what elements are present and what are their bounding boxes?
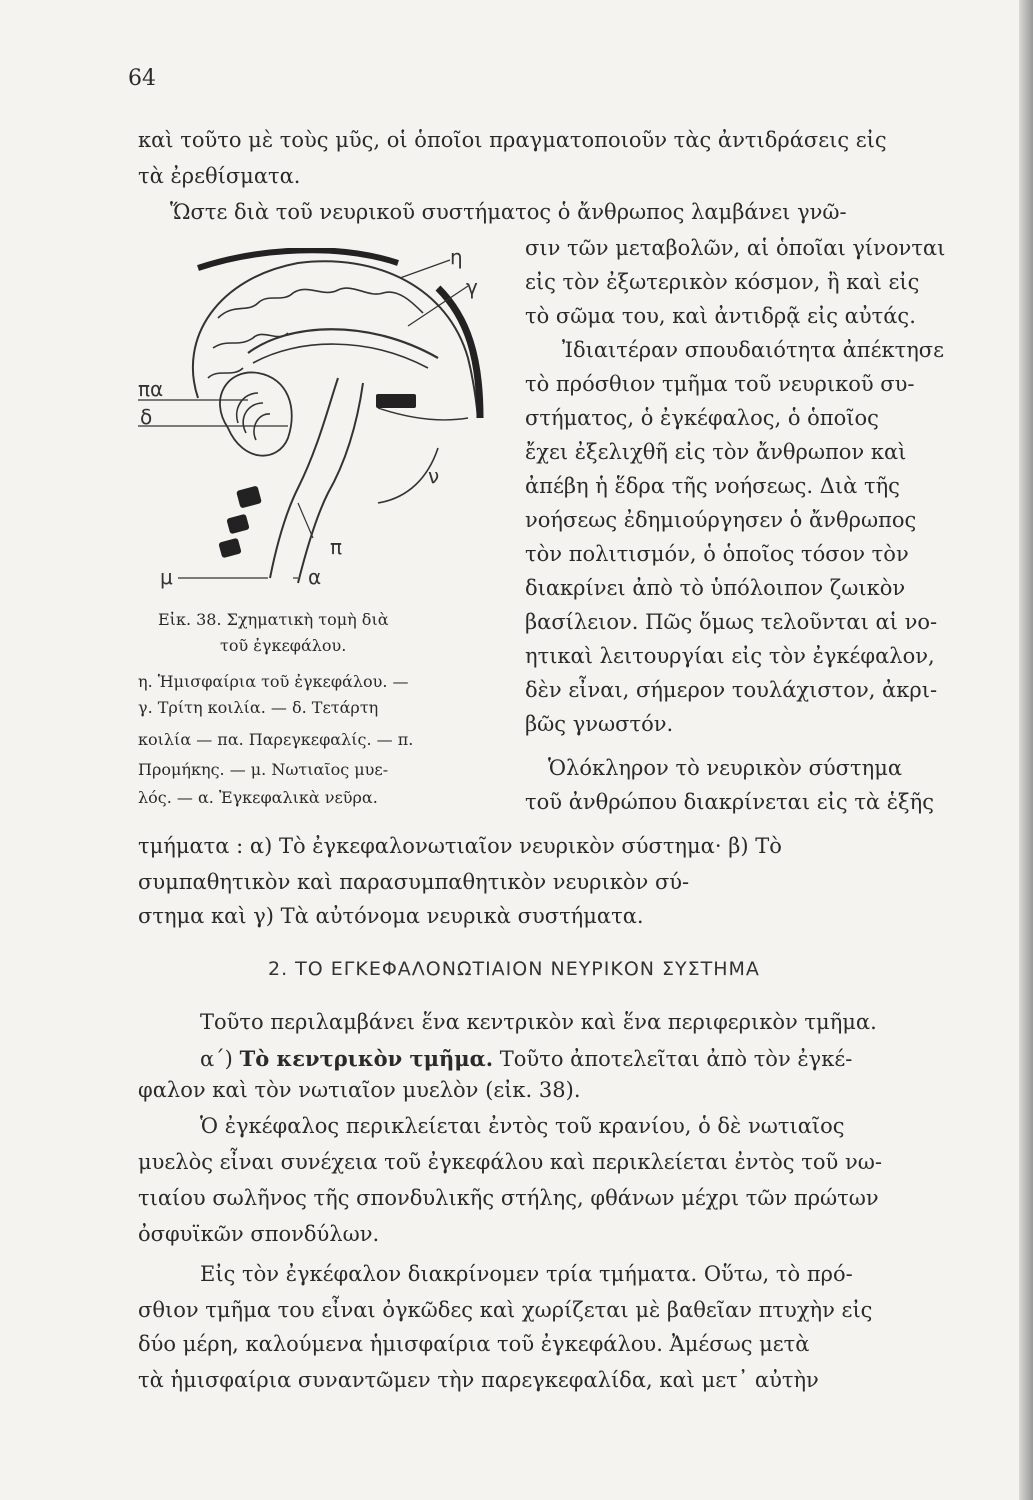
text-line: Ἰδιαιτέραν σπουδαιότητα ἀπέκτησε: [562, 338, 945, 362]
brain-section-figure: [138, 248, 488, 598]
text-line: ὀσφυϊκῶν σπονδύλων.: [138, 1222, 380, 1246]
text-line: Εἰς τὸν ἐγκέφαλον διακρίνομεν τρία τμήματα. Οὕτω, τὸ πρό-: [200, 1262, 853, 1286]
text-line: μυελὸς εἶναι συνέχεια τοῦ ἐγκεφάλου καὶ περικλείεται ἐντὸς τοῦ νω-: [138, 1150, 882, 1174]
text-line: φαλον καὶ τὸν νωτιαῖον μυελὸν (εἰκ. 38).: [138, 1078, 581, 1102]
text-line: στήματος, ὁ ἐγκέφαλος, ὁ ὁποῖος: [525, 406, 879, 430]
text-line: Τοῦτο περιλαμβάνει ἕνα κεντρικὸν καὶ ἕνα περιφερικὸν τμῆμα.: [200, 1010, 877, 1034]
text-line: Ὁ ἐγκέφαλος περικλείεται ἐντὸς τοῦ κρανίου, ὁ δὲ νωτιαῖος: [200, 1114, 845, 1138]
figure-caption-line: Εἰκ. 38. Σχηματικὴ τομὴ διὰ: [158, 610, 389, 629]
text-line: βασίλειον. Πῶς ὅμως τελοῦνται αἱ νο-: [525, 610, 938, 634]
page-number: 64: [128, 66, 156, 91]
figure-caption-line: λός. — α. Ἐγκεφαλικὰ νεῦρα.: [138, 788, 378, 807]
text-line: ἔχει ἐξελιχθῆ εἰς τὸν ἄνθρωπον καὶ: [525, 440, 907, 464]
figure-label-eta: η: [450, 248, 463, 269]
text-line: Ὁλόκληρον τὸ νευρικὸν σύστημα: [548, 756, 903, 780]
subsection-line: [200, 1048, 852, 1070]
figure-label-gamma: γ: [466, 275, 478, 299]
figure-caption-line: η. Ἡμισφαίρια τοῦ ἐγκεφάλου. —: [138, 672, 409, 691]
text-line: σθιον τμῆμα του εἶναι ὀγκῶδες καὶ χωρίζεται μὲ βαθεῖαν πτυχὴν εἰς: [138, 1298, 873, 1322]
figure-caption-line: Προμήκης. — μ. Νωτιαῖος μυε-: [138, 760, 389, 779]
section-heading: 2. ΤΟ ΕΓΚΕΦΑΛΟΝΩΤΙΑΙΟΝ ΝΕΥΡΙΚΟΝ ΣΥΣΤΗΜΑ: [268, 958, 760, 980]
text-line: ητικαὶ λειτουργίαι εἰς τὸν ἐγκέφαλον,: [525, 644, 935, 668]
text-line: συμπαθητικὸν καὶ παρασυμπαθητικὸν νευρικὸν σύ-: [138, 870, 690, 894]
figure-label-pi: π: [330, 535, 343, 559]
figure-label-mu: μ: [160, 565, 173, 589]
text-line: τὸν πολιτισμόν, ὁ ὁποῖος τόσον τὸν: [525, 542, 909, 566]
figure-caption-line: κοιλία — πα. Παρεγκεφαλίς. — π.: [138, 730, 414, 749]
text-line: τμήματα : α) Τὸ ἐγκεφαλονωτιαῖον νευρικὸν σύστημα· β) Τὸ: [138, 834, 782, 858]
figure-label-delta: δ: [140, 405, 153, 429]
subsection-text: Τοῦτο ἀποτελεῖται ἀπὸ τὸν ἐγκέ-: [499, 1047, 853, 1071]
text-line: εἰς τὸν ἐξωτερικὸν κόσμον, ἢ καὶ εἰς: [525, 270, 920, 294]
subsection-title: Τὸ κεντρικὸν τμῆμα.: [239, 1046, 494, 1071]
figure-label-nu: ν: [428, 464, 440, 488]
text-line: καὶ τοῦτο μὲ τοὺς μῦς, οἱ ὁποῖοι πραγματοποιοῦν τὰς ἀντιδράσεις εἰς: [138, 128, 887, 152]
text-line: δὲν εἶναι, σήμερον τουλάχιστον, ἀκρι-: [525, 678, 938, 702]
text-line: στημα καὶ γ) Τὰ αὐτόνομα νευρικὰ συστήματα.: [138, 904, 644, 928]
text-line: Ὥστε διὰ τοῦ νευρικοῦ συστήματος ὁ ἄνθρωπος λαμβάνει γνῶ-: [170, 200, 847, 224]
figure-label-alpha: α: [308, 565, 322, 589]
text-line: τιαίου σωλῆνος τῆς σπονδυλικῆς στήλης, φθάνων μέχρι τῶν πρώτων: [138, 1186, 879, 1210]
text-line: βῶς γνωστόν.: [525, 712, 674, 736]
figure-label-pa: πα: [138, 377, 164, 401]
text-line: νοήσεως ἐδημιούργησεν ὁ ἄνθρωπος: [525, 508, 917, 532]
figure-caption-line: γ. Τρίτη κοιλία. — δ. Τετάρτη: [138, 698, 379, 717]
text-line: τὸ σῶμα του, καὶ ἀντιδρᾷ εἰς αὐτάς.: [525, 304, 916, 328]
text-line: σιν τῶν μεταβολῶν, αἱ ὁποῖαι γίνονται: [525, 236, 946, 260]
text-line: τὰ ἡμισφαίρια συναντῶμεν τὴν παρεγκεφαλίδα, καὶ μετ᾽ αὐτὴν: [138, 1368, 819, 1392]
subsection-label: α΄): [200, 1047, 233, 1071]
text-line: διακρίνει ἀπὸ τὸ ὑπόλοιπον ζωικὸν: [525, 576, 906, 600]
text-line: τοῦ ἀνθρώπου διακρίνεται εἰς τὰ ἑξῆς: [525, 790, 934, 814]
figure-caption-line: τοῦ ἐγκεφάλου.: [220, 636, 347, 655]
text-line: ἀπέβη ἡ ἕδρα τῆς νοήσεως. Διὰ τῆς: [525, 474, 900, 498]
page-edge-shadow: [1019, 0, 1033, 1500]
text-line: δύο μέρη, καλούμενα ἡμισφαίρια τοῦ ἐγκεφάλου. Ἀμέσως μετὰ: [138, 1332, 810, 1356]
text-line: τὰ ἐρεθίσματα.: [138, 164, 301, 188]
text-line: τὸ πρόσθιον τμῆμα τοῦ νευρικοῦ συ-: [525, 372, 915, 396]
